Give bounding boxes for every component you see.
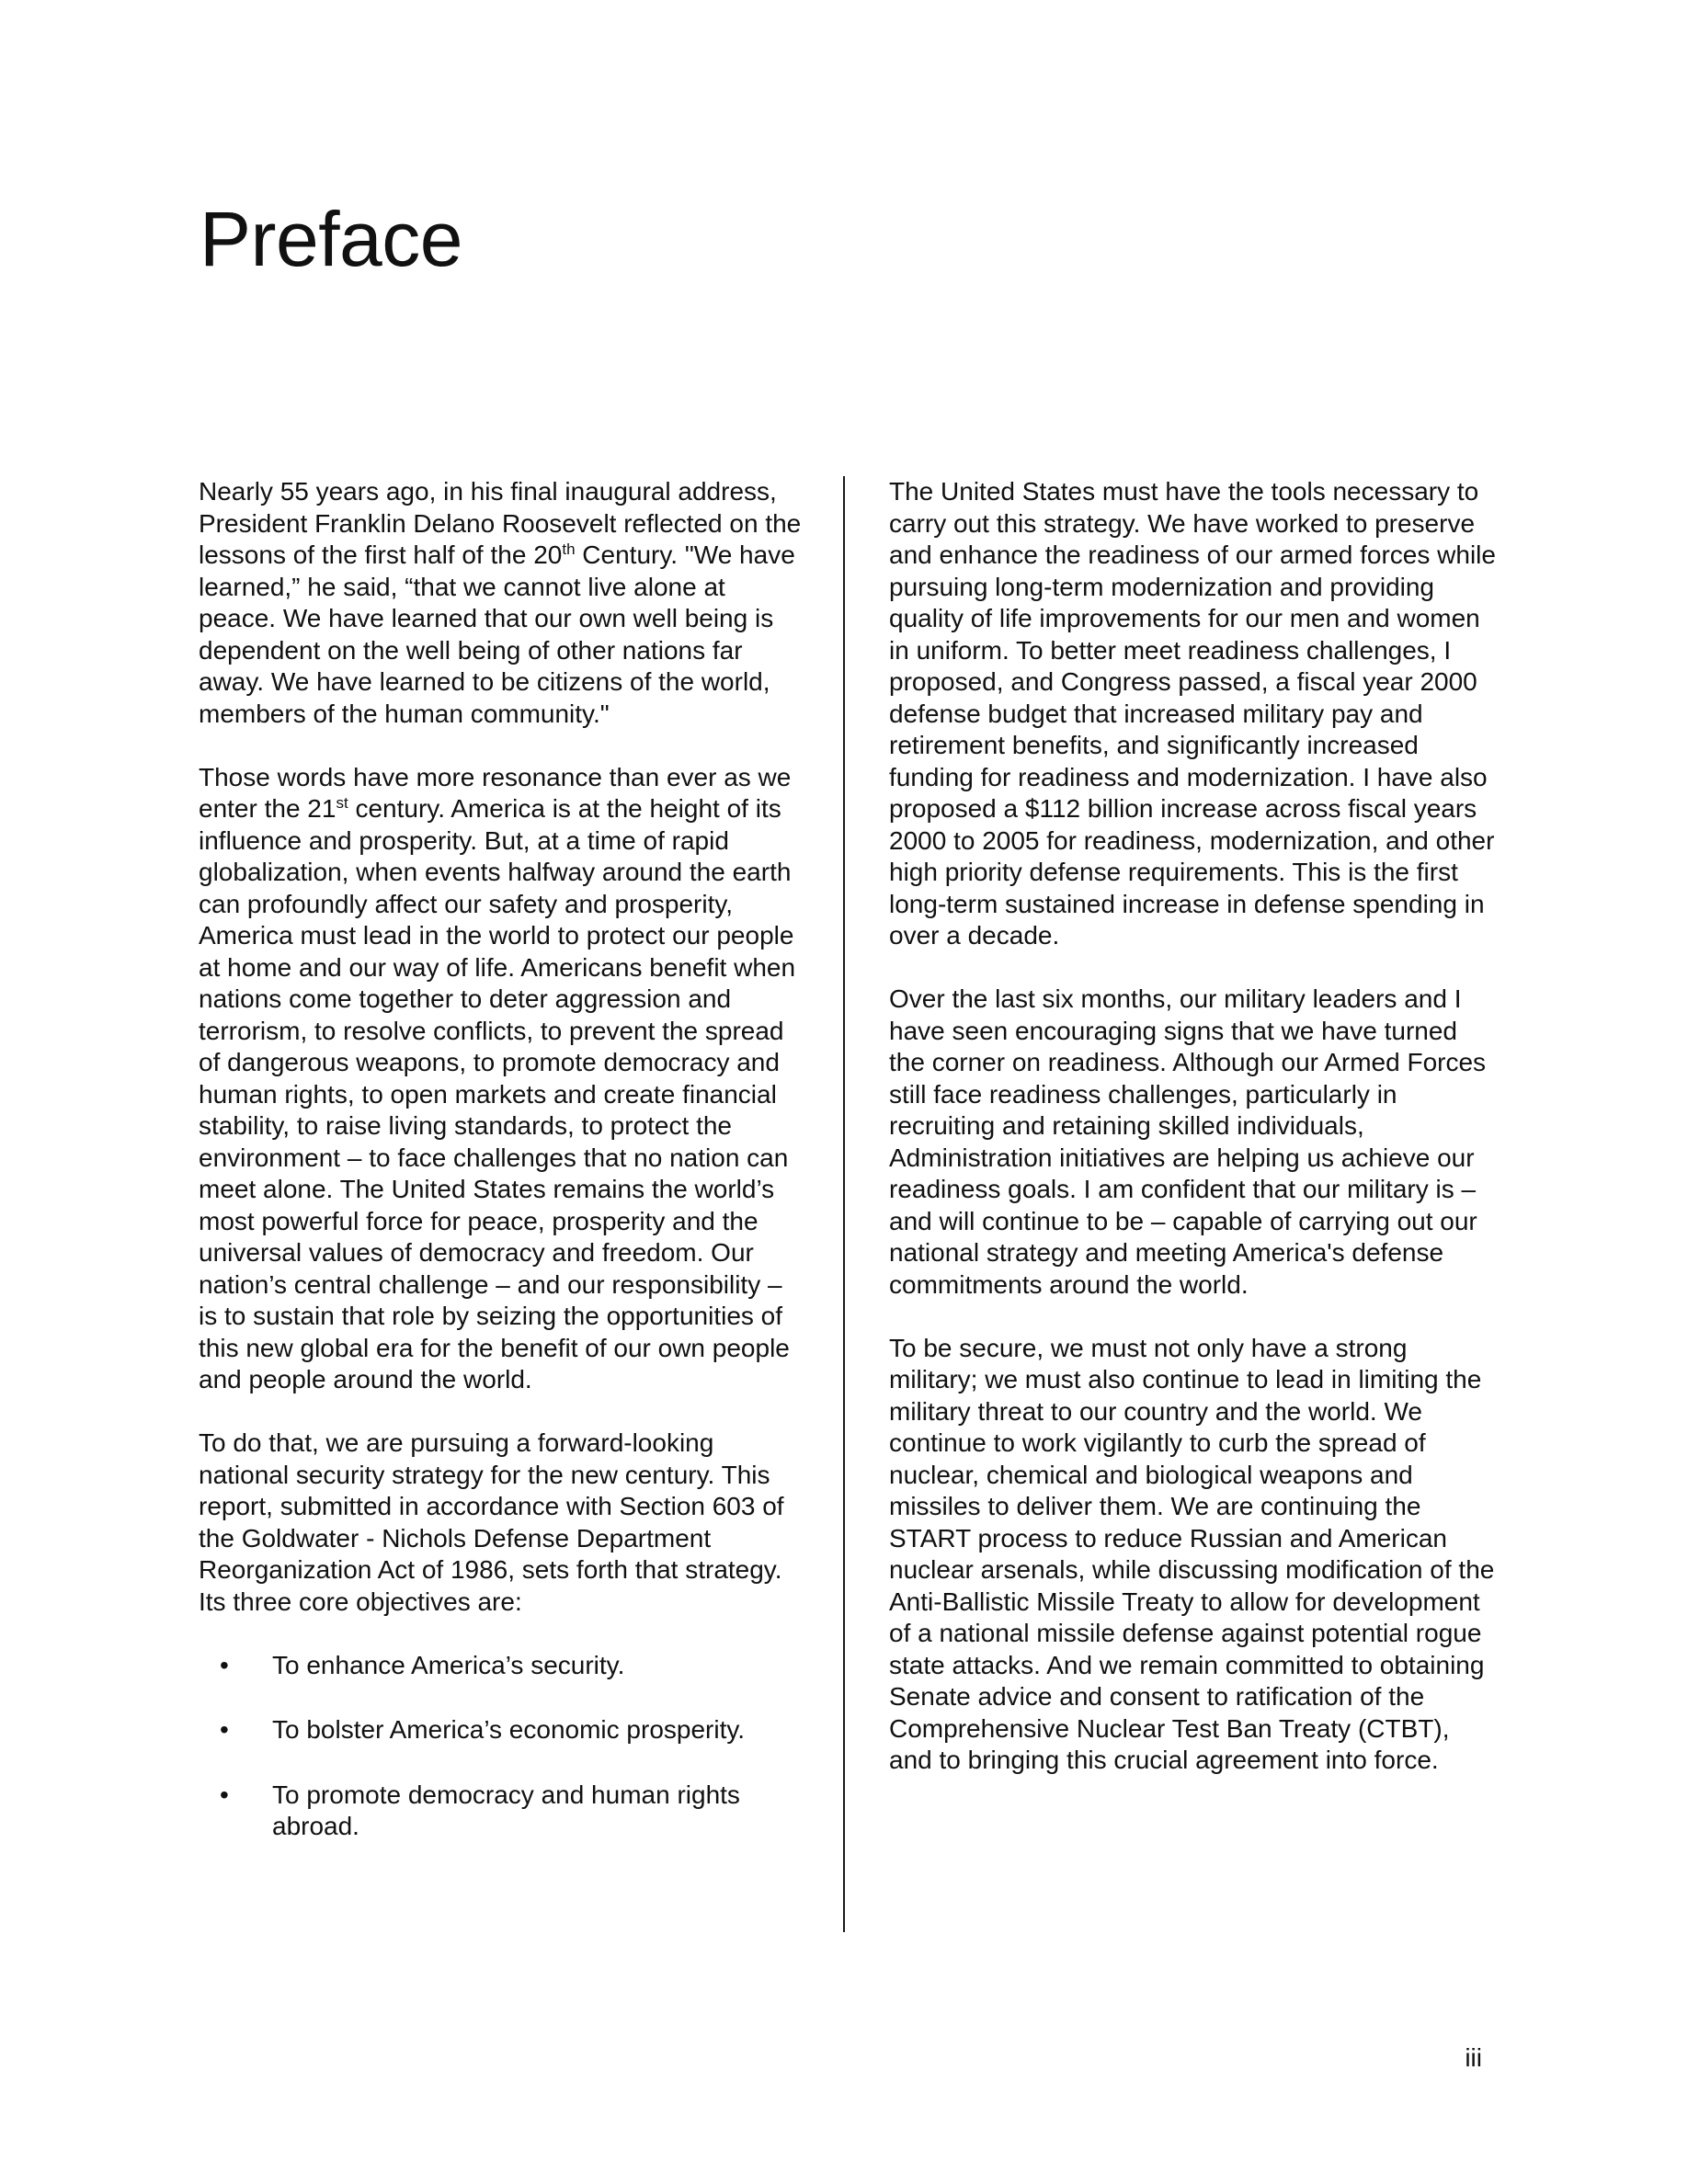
list-item-text: To promote democracy and human rights abroad. xyxy=(272,1780,740,1840)
bullet-icon: • xyxy=(220,1780,229,1809)
list-item-text: To bolster America’s economic prosperity. xyxy=(272,1715,746,1744)
ordinal-suffix: st xyxy=(336,794,348,812)
bullet-icon: • xyxy=(220,1715,229,1744)
paragraph-text: century. America is at the height of its influence and prosperity. But, at a time of rapid globalization, when events halfway around the earth can profoundly affect our safety and prosperity, America must lead in the world to protect our people at home and our way of life. Americans benefit when nations come together to deter aggression and terrorism, to resolve conflicts, to prevent the spread of dangerous weapons, to promote democracy and human rights, to open markets and create financial stability, to raise living standards, to protect the environment – to face challenges that no nation can meet alone. The United States remains the world’s most powerful force for peace, prosperity and the universal values of democracy and freedom. Our nation’s central challenge – and our responsibility – is to sustain that role by seizing the opportunities of this new global era for the benefit of our own people and people around the world. xyxy=(199,794,796,1393)
bullet-icon: • xyxy=(220,1650,229,1679)
paragraph-resonance xyxy=(199,762,805,1396)
page-title: Preface xyxy=(200,196,462,282)
paragraph-roosevelt-quote xyxy=(199,476,805,730)
ordinal-suffix: th xyxy=(562,540,576,558)
paragraph-security: To be secure, we must not only have a strong military; we must also continue to lead in limiting the military threat to our country and the world. We continue to work vigilantly to curb the spread of nuclear, chemical and biological weapons and missiles to deliver them. We are continuing the START process to reduce Russian and American nuclear arsenals, while discussing modification of the Anti-Ballistic Missile Treaty to allow for development of a national missile defense against potential rogue state attacks. And we remain committed to obtaining Senate advice and consent to ratification of the Comprehensive Nuclear Test Ban Treaty (CTBT), and to bringing this crucial agreement into force. xyxy=(889,1333,1495,1774)
paragraph-readiness: Over the last six months, our military leaders and I have seen encouraging signs that we have turned the corner on readiness. Although our Armed Forces still face readiness challenges, particularly in recruiting and retaining skilled individuals, Administration initiatives are helping us achieve our readiness goals. I am confident that our military is – and will continue to be – capable of carrying out our national strategy and meeting America's defense commitments around the world. xyxy=(889,984,1487,1299)
paragraph-strategy: To do that, we are pursuing a forward-looking national security strategy for the new century. This report, submitted in accordance with Section 603 of the Goldwater - Nichols Defense Department Reorganization Act of 1986, sets forth that strategy. Its three core objectives are: xyxy=(199,1428,784,1616)
paragraph-text: Those words have more resonance than ever as we enter the 21 xyxy=(199,762,792,823)
column-divider xyxy=(843,476,845,1932)
paragraph-text: Nearly 55 years ago, in his final inaugural address, President Franklin Delano Roosevelt reflected on the lessons of the first half of the 20 xyxy=(199,477,802,569)
paragraph-tools: The United States must have the tools necessary to carry out this strategy. We have worked to preserve and enhance the readiness of our armed forces while pursuing long-term modernization and providing quality of life improvements for our men and women in uniform. To better meet readiness challenges, I proposed, and Congress passed, a fiscal year 2000 defense budget that increased military pay and retirement benefits, and significantly increased funding for readiness and modernization. I have also proposed a $112 billion increase across fiscal years 2000 to 2005 for readiness, modernization, and other high priority defense requirements. This is the first long-term sustained increase in defense spending in over a decade. xyxy=(889,477,1496,950)
list-item xyxy=(199,1650,805,1682)
list-item-text: To enhance America’s security. xyxy=(272,1650,625,1679)
list-item xyxy=(199,1714,805,1746)
objectives-list xyxy=(199,1650,805,1843)
right-column xyxy=(889,476,1496,1808)
page-number: iii xyxy=(1465,2043,1482,2072)
paragraph-text: Century. "We have learned,” he said, “that we cannot live alone at peace. We have learned that our own well being is dependent on the well being of other nations far away. We have learned to be citizens of the world, members of the human community." xyxy=(199,540,795,728)
list-item xyxy=(199,1780,805,1843)
left-column xyxy=(199,476,805,1876)
